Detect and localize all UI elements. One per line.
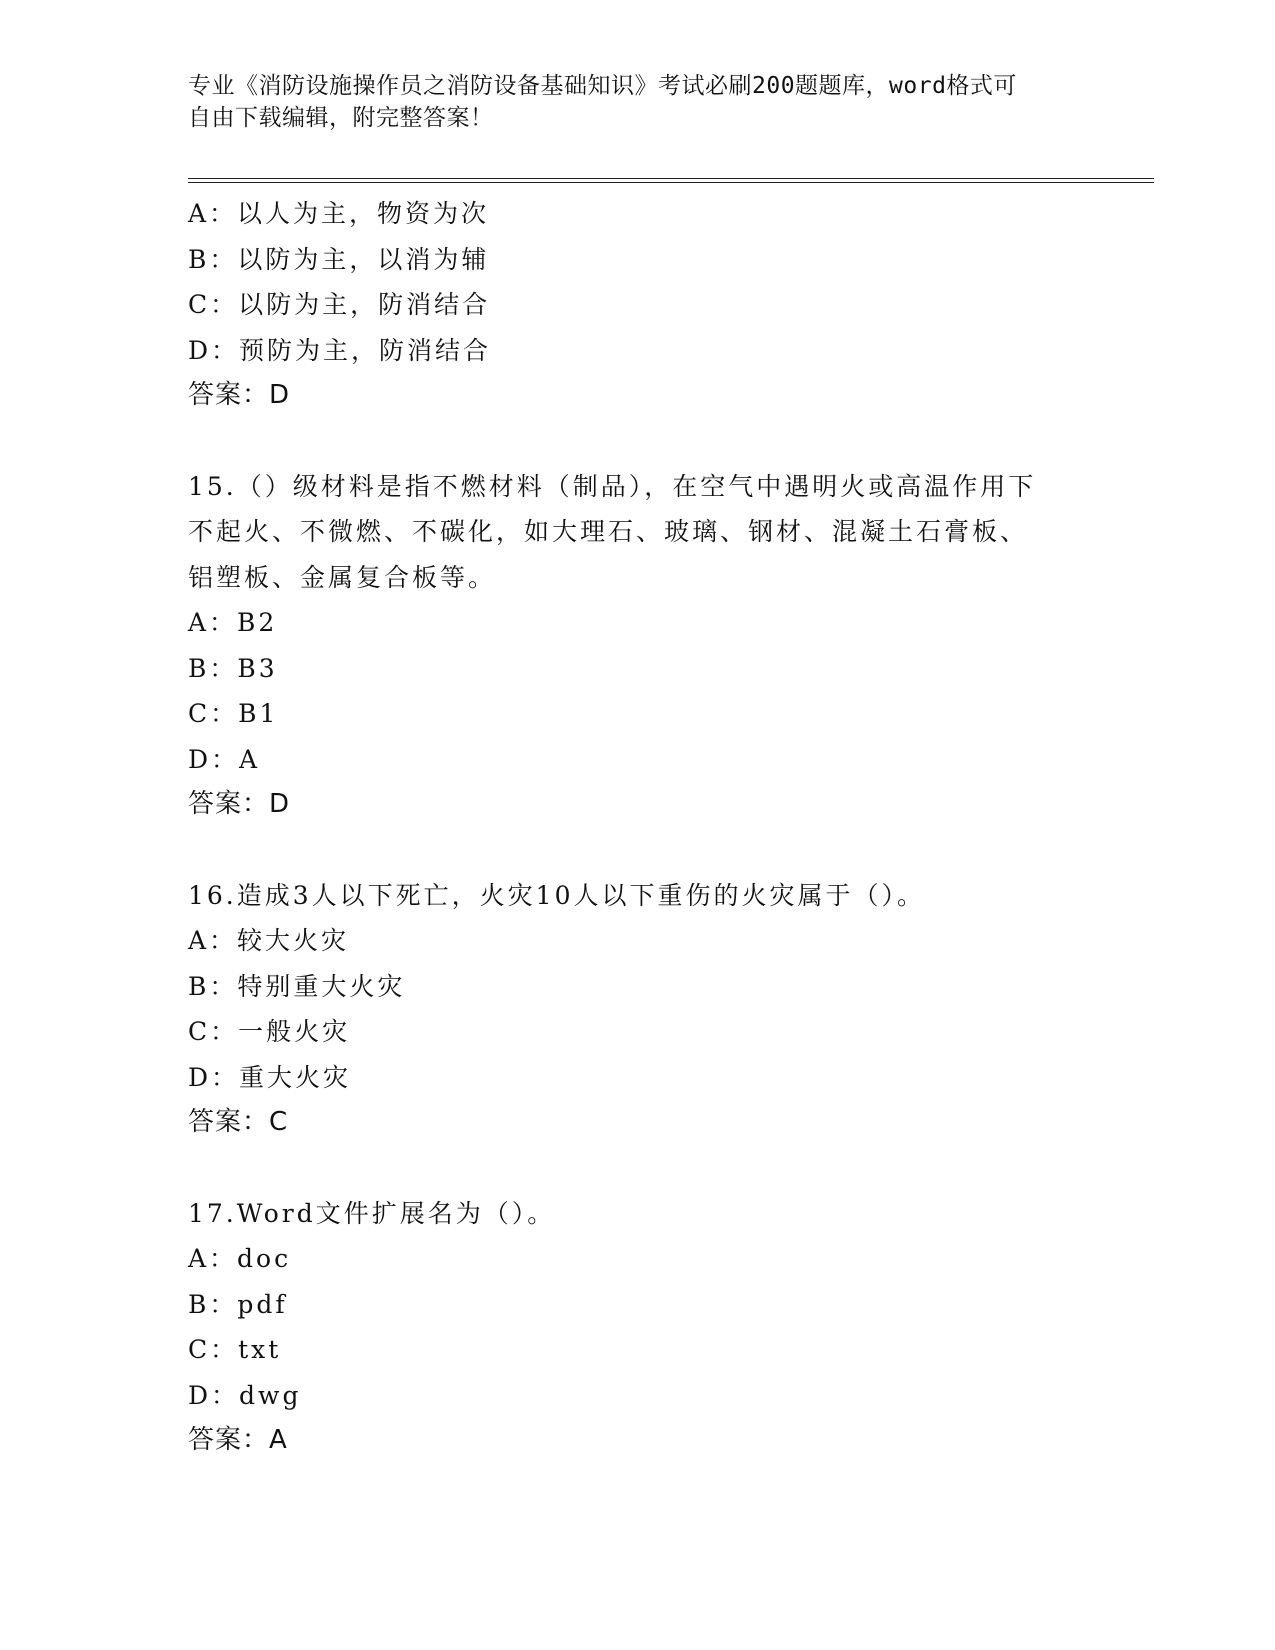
header-title-line-1: 专业《消防设施操作员之消防设备基础知识》考试必刷200题题库，word格式可 bbox=[188, 73, 1017, 99]
option-a: A：B2 bbox=[188, 608, 278, 637]
answer: 答案：D bbox=[188, 380, 291, 410]
option-d: D：A bbox=[188, 744, 261, 774]
option-b: B：pdf bbox=[188, 1289, 288, 1319]
option-a: A：以人为主，物资为次 bbox=[188, 199, 490, 228]
option-a: A：doc bbox=[188, 1244, 292, 1273]
option-c: C：txt bbox=[188, 1335, 282, 1364]
answer: 答案：A bbox=[188, 1425, 288, 1455]
option-c: C：一般火灾 bbox=[188, 1017, 351, 1046]
header-rule-top bbox=[188, 178, 1154, 179]
question-stem-line-1: 15.（）级材料是指不燃材料（制品），在空气中遇明火或高温作用下 bbox=[188, 471, 1037, 501]
answer: 答案：C bbox=[188, 1107, 289, 1137]
question-stem: 17.Word文件扩展名为（）。 bbox=[188, 1198, 556, 1228]
option-b: B：以防为主，以消为辅 bbox=[188, 244, 490, 274]
option-b: B：B3 bbox=[188, 653, 278, 683]
option-c: C：以防为主，防消结合 bbox=[188, 290, 491, 319]
option-c: C：B1 bbox=[188, 699, 279, 728]
answer: 答案：D bbox=[188, 789, 291, 819]
question-17 bbox=[188, 1191, 1088, 1464]
option-d: D：预防为主，防消结合 bbox=[188, 335, 492, 365]
question-15 bbox=[188, 464, 1088, 828]
question-14 bbox=[188, 191, 1088, 419]
question-stem-line-3: 铝塑板、金属复合板等。 bbox=[188, 562, 497, 592]
header-title-line-2: 自由下载编辑，附完整答案！ bbox=[188, 105, 494, 131]
document-header bbox=[188, 70, 1068, 134]
option-a: A：较大火灾 bbox=[188, 926, 350, 955]
option-d: D：dwg bbox=[188, 1380, 302, 1410]
option-b: B：特别重大火灾 bbox=[188, 971, 406, 1001]
question-list bbox=[188, 191, 1088, 1509]
question-stem: 16.造成3人以下死亡，火灾10人以下重伤的火灾属于（）。 bbox=[188, 880, 925, 910]
header-rule-bottom bbox=[188, 182, 1154, 183]
option-d: D：重大火灾 bbox=[188, 1062, 352, 1092]
question-stem-line-2: 不起火、不微燃、不碳化，如大理石、玻璃、钢材、混凝土石膏板、 bbox=[188, 517, 1029, 546]
question-16 bbox=[188, 873, 1088, 1146]
